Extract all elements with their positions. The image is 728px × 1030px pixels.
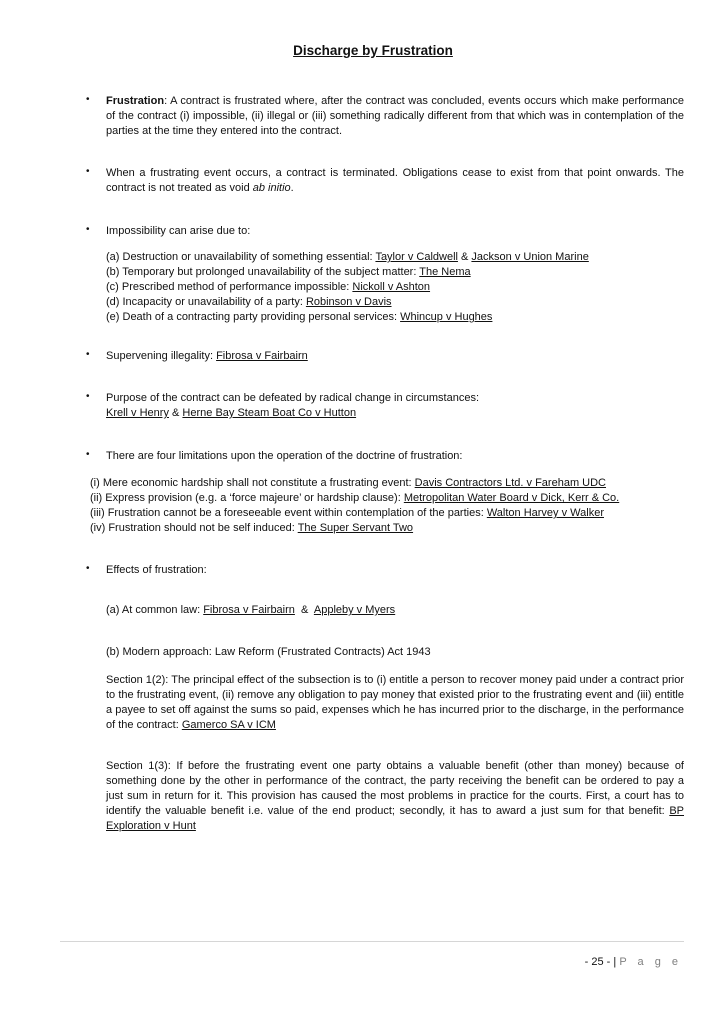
list-item bbox=[90, 491, 700, 506]
list-item bbox=[106, 310, 696, 325]
case-link[interactable]: Fibrosa v Fairbairn bbox=[216, 350, 308, 362]
item-text: (c) Prescribed method of performance impossible: bbox=[106, 281, 353, 293]
bullet-marker: • bbox=[86, 166, 90, 177]
item-text: (i) Mere economic hardship shall not constitute a frustrating event: bbox=[90, 477, 415, 489]
case-link[interactable]: Gamerco SA v ICM bbox=[181, 719, 276, 731]
list-item bbox=[90, 506, 700, 521]
case-link[interactable]: Robinson v Davis bbox=[305, 296, 392, 308]
page-footer bbox=[585, 956, 682, 968]
modern-approach-line: (b) Modern approach: Law Reform (Frustrated Contracts) Act 1943 bbox=[106, 646, 431, 658]
list-item bbox=[106, 280, 696, 295]
page-label: P a g e bbox=[619, 956, 682, 968]
list-item bbox=[90, 521, 700, 536]
paragraph-termination bbox=[106, 166, 684, 196]
section-1-2-paragraph bbox=[106, 673, 684, 733]
footer-divider bbox=[60, 941, 684, 942]
paragraph-supervening-illegality bbox=[106, 349, 684, 364]
ab-initio-text: ab initio bbox=[252, 182, 291, 194]
item-text: (iv) Frustration should not be self induced: bbox=[90, 522, 298, 534]
effects-intro: Effects of frustration: bbox=[106, 564, 207, 576]
item-text: (b) Temporary but prolonged unavailability of the subject matter: bbox=[106, 266, 420, 278]
list-item bbox=[90, 476, 700, 491]
section-text: Section 1(2): The principal effect of the subsection is to (i) entitle a person to recover money paid under a contract prior to the frustrating event, (ii) remove any obligation to pay money that existed prior to the frustrating event and (iii) entitle a payee to set off against the sums so paid, expenses which he has incurred prior to the discharge, in the performance of the contract: bbox=[106, 674, 685, 731]
case-link[interactable]: Metropolitan Water Board v Dick, Kerr & Co. bbox=[403, 492, 620, 504]
case-link[interactable]: Nickoll v Ashton bbox=[352, 281, 431, 293]
page-number: - 25 - | bbox=[584, 956, 617, 968]
bullet-marker: • bbox=[86, 449, 90, 460]
case-link[interactable]: Whincup v Hughes bbox=[400, 311, 493, 323]
item-text: (iii) Frustration cannot be a foreseeable event within contemplation of the parties: bbox=[90, 507, 487, 519]
bullet-marker: • bbox=[86, 391, 90, 402]
limitations-intro: There are four limitations upon the operation of the doctrine of frustration: bbox=[106, 450, 463, 462]
case-link[interactable]: Appleby v Myers bbox=[313, 604, 396, 616]
bullet-marker: • bbox=[86, 349, 90, 360]
impossibility-intro: Impossibility can arise due to: bbox=[106, 225, 251, 237]
period: . bbox=[290, 182, 294, 194]
case-link[interactable]: The Nema bbox=[419, 266, 471, 278]
ampersand: & bbox=[168, 407, 183, 419]
case-link[interactable]: Davis Contractors Ltd. v Fareham UDC bbox=[414, 477, 606, 489]
paragraph-frustration-definition bbox=[106, 94, 684, 139]
impossibility-list bbox=[106, 250, 696, 325]
section-1-3-paragraph bbox=[106, 759, 684, 834]
item-text: (a) Destruction or unavailability of something essential: bbox=[106, 251, 376, 263]
case-link[interactable]: The Super Servant Two bbox=[297, 522, 414, 534]
paragraph-purpose-defeated bbox=[106, 391, 684, 421]
purpose-text: Purpose of the contract can be defeated by radical change in circumstances: bbox=[106, 392, 479, 404]
bullet-marker: • bbox=[86, 563, 90, 574]
ampersand: & bbox=[294, 604, 314, 616]
section-text: Section 1(3): If before the frustrating event one party obtains a valuable benefit (other than money) because of something done by the other in performance of the contract, the party receiving the benefit can be ordered to pay a just sum in return for it. This provision has caused the most problems in practice for the courts. First, a court has to identify the valuable benefit i.e. value of the end product; secondly, it has to award a just sum for that benefit: bbox=[106, 760, 684, 817]
term-frustration: Frustration bbox=[106, 95, 165, 107]
list-item bbox=[106, 250, 696, 265]
item-text: (a) At common law: bbox=[106, 604, 204, 616]
case-link[interactable]: Krell v Henry bbox=[106, 407, 169, 419]
page-title: Discharge by Frustration bbox=[293, 43, 453, 58]
case-link[interactable]: Jackson v Union Marine bbox=[471, 251, 589, 263]
list-item bbox=[106, 295, 696, 310]
item-text: (ii) Express provision (e.g. a ‘force majeure’ or hardship clause): bbox=[90, 492, 404, 504]
case-link[interactable]: Walton Harvey v Walker bbox=[486, 507, 604, 519]
case-line bbox=[106, 406, 684, 421]
case-link[interactable]: Taylor v Caldwell bbox=[375, 251, 458, 263]
case-link[interactable]: Fibrosa v Fairbairn bbox=[203, 604, 295, 616]
item-text: (e) Death of a contracting party providing personal services: bbox=[106, 311, 401, 323]
item-text: (d) Incapacity or unavailability of a party: bbox=[106, 296, 306, 308]
limitations-list bbox=[90, 476, 700, 536]
list-item bbox=[106, 265, 696, 280]
bullet-marker: • bbox=[86, 224, 90, 235]
ampersand: & bbox=[457, 251, 472, 263]
illegality-text: Supervening illegality: bbox=[106, 350, 217, 362]
termination-text: When a frustrating event occurs, a contract is terminated. Obligations cease to exist from that point onwards. The contract is not treated as void bbox=[106, 167, 684, 194]
case-link[interactable]: Herne Bay Steam Boat Co v Hutton bbox=[182, 407, 357, 419]
definition-text: : A contract is frustrated where, after the contract was concluded, events occurs which make performance of the contract (i) impossible, (ii) illegal or (iii) something radically different from that which was in contemplation of the parties at the time they entered into the contract. bbox=[106, 95, 684, 137]
common-law-line bbox=[106, 603, 395, 618]
bullet-marker: • bbox=[86, 94, 90, 105]
case-link[interactable]: BP Exploration v Hunt bbox=[106, 805, 684, 832]
